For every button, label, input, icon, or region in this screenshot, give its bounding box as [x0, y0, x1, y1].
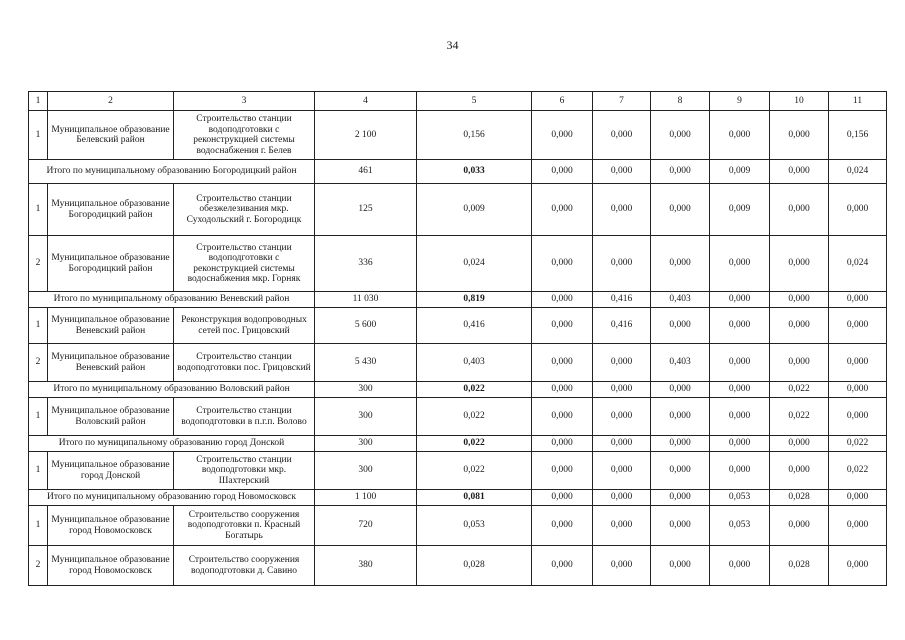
table-row — [29, 308, 887, 344]
value-col10-cell: 0,000 — [770, 184, 829, 236]
project-cell: Строительство станции водоподготовки мкр. Шахтерский — [174, 452, 315, 490]
value-col11-cell: 0,000 — [829, 184, 887, 236]
value-col5-cell: 0,022 — [417, 382, 532, 398]
value-col9-cell: 0,000 — [710, 398, 770, 436]
project-cell: Строительство станции водоподготовки с реконструкцией системы водоснабжения г. Белев — [174, 111, 315, 160]
subtotal-label: Итого по муниципальному образованию город Донской — [29, 436, 315, 452]
project-cell: Строительство станции водоподготовки в п.г.п. Волово — [174, 398, 315, 436]
subtotal-row — [29, 292, 887, 308]
value-col11-cell: 0,000 — [829, 344, 887, 382]
header-row — [29, 92, 887, 111]
value-col10-cell: 0,022 — [770, 382, 829, 398]
value-col5-cell: 0,053 — [417, 506, 532, 546]
value-col7-cell: 0,000 — [593, 111, 651, 160]
value-col5-cell: 0,819 — [417, 292, 532, 308]
subtotal-label: Итого по муниципальному образованию Богородицкий район — [29, 160, 315, 184]
value-col5-cell: 0,022 — [417, 452, 532, 490]
municipality-cell: Муниципальное образование Богородицкий район — [48, 184, 174, 236]
value-col9-cell: 0,000 — [710, 292, 770, 308]
value-col11-cell: 0,022 — [829, 436, 887, 452]
value-col9-cell: 0,053 — [710, 490, 770, 506]
table-row — [29, 111, 887, 160]
value-col8-cell: 0,000 — [651, 308, 710, 344]
municipality-cell: Муниципальное образование Веневский район — [48, 308, 174, 344]
value-col10-cell: 0,000 — [770, 452, 829, 490]
value-col9-cell: 0,009 — [710, 160, 770, 184]
value-col10-cell: 0,000 — [770, 111, 829, 160]
row-number-cell: 2 — [29, 236, 48, 292]
municipality-cell: Муниципальное образование Воловский район — [48, 398, 174, 436]
table-row — [29, 184, 887, 236]
table-row — [29, 398, 887, 436]
header-cell: 11 — [829, 92, 887, 111]
header-cell: 4 — [315, 92, 417, 111]
value-col6-cell: 0,000 — [532, 436, 593, 452]
total-cost-cell: 461 — [315, 160, 417, 184]
value-col6-cell: 0,000 — [532, 308, 593, 344]
value-col5-cell: 0,022 — [417, 398, 532, 436]
value-col7-cell: 0,000 — [593, 236, 651, 292]
project-cell: Строительство станции водоподготовки пос. Грицовский — [174, 344, 315, 382]
total-cost-cell: 300 — [315, 436, 417, 452]
value-col11-cell: 0,000 — [829, 490, 887, 506]
value-col6-cell: 0,000 — [532, 344, 593, 382]
value-col10-cell: 0,000 — [770, 236, 829, 292]
subtotal-row — [29, 382, 887, 398]
value-col8-cell: 0,000 — [651, 490, 710, 506]
row-number-cell: 1 — [29, 308, 48, 344]
total-cost-cell: 125 — [315, 184, 417, 236]
investment-table — [28, 91, 887, 586]
project-cell: Строительство сооружения водоподготовки д. Савино — [174, 546, 315, 586]
value-col8-cell: 0,000 — [651, 398, 710, 436]
row-number-cell: 2 — [29, 344, 48, 382]
value-col6-cell: 0,000 — [532, 292, 593, 308]
value-col7-cell: 0,000 — [593, 506, 651, 546]
value-col11-cell: 0,000 — [829, 398, 887, 436]
total-cost-cell: 720 — [315, 506, 417, 546]
project-cell: Строительство сооружения водоподготовки п. Красный Богатырь — [174, 506, 315, 546]
subtotal-row — [29, 160, 887, 184]
municipality-cell: Муниципальное образование Белевский район — [48, 111, 174, 160]
value-col7-cell: 0,000 — [593, 490, 651, 506]
municipality-cell: Муниципальное образование город Новомосковск — [48, 546, 174, 586]
value-col7-cell: 0,000 — [593, 452, 651, 490]
header-cell: 5 — [417, 92, 532, 111]
value-col8-cell: 0,000 — [651, 160, 710, 184]
value-col6-cell: 0,000 — [532, 490, 593, 506]
total-cost-cell: 380 — [315, 546, 417, 586]
value-col6-cell: 0,000 — [532, 398, 593, 436]
value-col5-cell: 0,403 — [417, 344, 532, 382]
value-col9-cell: 0,000 — [710, 236, 770, 292]
total-cost-cell: 5 600 — [315, 308, 417, 344]
project-cell: Реконструкция водопроводных сетей пос. Грицовский — [174, 308, 315, 344]
header-cell: 3 — [174, 92, 315, 111]
total-cost-cell: 300 — [315, 382, 417, 398]
value-col8-cell: 0,000 — [651, 546, 710, 586]
header-cell: 6 — [532, 92, 593, 111]
value-col6-cell: 0,000 — [532, 506, 593, 546]
value-col6-cell: 0,000 — [532, 111, 593, 160]
subtotal-row — [29, 436, 887, 452]
value-col11-cell: 0,024 — [829, 236, 887, 292]
value-col8-cell: 0,000 — [651, 184, 710, 236]
value-col6-cell: 0,000 — [532, 236, 593, 292]
municipality-cell: Муниципальное образование Веневский район — [48, 344, 174, 382]
project-cell: Строительство станции водоподготовки с реконструкцией системы водоснабжения мкр. Горняк — [174, 236, 315, 292]
value-col8-cell: 0,403 — [651, 344, 710, 382]
total-cost-cell: 300 — [315, 452, 417, 490]
value-col7-cell: 0,000 — [593, 546, 651, 586]
value-col8-cell: 0,000 — [651, 452, 710, 490]
municipality-cell: Муниципальное образование город Донской — [48, 452, 174, 490]
value-col8-cell: 0,000 — [651, 382, 710, 398]
value-col10-cell: 0,000 — [770, 292, 829, 308]
value-col5-cell: 0,416 — [417, 308, 532, 344]
value-col6-cell: 0,000 — [532, 160, 593, 184]
header-cell: 1 — [29, 92, 48, 111]
table-row — [29, 506, 887, 546]
subtotal-row — [29, 490, 887, 506]
project-cell: Строительство станции обезжелезивания мкр. Суходольский г. Богородицк — [174, 184, 315, 236]
row-number-cell: 1 — [29, 184, 48, 236]
header-cell: 8 — [651, 92, 710, 111]
value-col9-cell: 0,009 — [710, 184, 770, 236]
value-col7-cell: 0,416 — [593, 292, 651, 308]
value-col10-cell: 0,000 — [770, 506, 829, 546]
value-col8-cell: 0,000 — [651, 236, 710, 292]
row-number-cell: 1 — [29, 111, 48, 160]
total-cost-cell: 2 100 — [315, 111, 417, 160]
page-number: 34 — [446, 38, 459, 52]
value-col7-cell: 0,416 — [593, 308, 651, 344]
value-col10-cell: 0,028 — [770, 490, 829, 506]
subtotal-label: Итого по муниципальному образованию Воловский район — [29, 382, 315, 398]
value-col10-cell: 0,000 — [770, 436, 829, 452]
value-col9-cell: 0,000 — [710, 344, 770, 382]
total-cost-cell: 11 030 — [315, 292, 417, 308]
table-row — [29, 236, 887, 292]
value-col7-cell: 0,000 — [593, 382, 651, 398]
value-col11-cell: 0,000 — [829, 292, 887, 308]
value-col6-cell: 0,000 — [532, 184, 593, 236]
subtotal-label: Итого по муниципальному образованию город Новомосковск — [29, 490, 315, 506]
header-cell: 7 — [593, 92, 651, 111]
value-col10-cell: 0,000 — [770, 344, 829, 382]
value-col10-cell: 0,022 — [770, 398, 829, 436]
table-row — [29, 452, 887, 490]
value-col8-cell: 0,000 — [651, 111, 710, 160]
value-col10-cell: 0,028 — [770, 546, 829, 586]
value-col7-cell: 0,000 — [593, 160, 651, 184]
value-col6-cell: 0,000 — [532, 452, 593, 490]
value-col11-cell: 0,024 — [829, 160, 887, 184]
row-number-cell: 1 — [29, 452, 48, 490]
value-col6-cell: 0,000 — [532, 382, 593, 398]
value-col9-cell: 0,000 — [710, 452, 770, 490]
total-cost-cell: 300 — [315, 398, 417, 436]
value-col7-cell: 0,000 — [593, 184, 651, 236]
value-col9-cell: 0,000 — [710, 308, 770, 344]
row-number-cell: 1 — [29, 398, 48, 436]
value-col11-cell: 0,156 — [829, 111, 887, 160]
value-col11-cell: 0,000 — [829, 506, 887, 546]
municipality-cell: Муниципальное образование Богородицкий район — [48, 236, 174, 292]
value-col11-cell: 0,000 — [829, 382, 887, 398]
value-col5-cell: 0,156 — [417, 111, 532, 160]
value-col5-cell: 0,024 — [417, 236, 532, 292]
value-col6-cell: 0,000 — [532, 546, 593, 586]
total-cost-cell: 5 430 — [315, 344, 417, 382]
value-col7-cell: 0,000 — [593, 436, 651, 452]
header-cell: 2 — [48, 92, 174, 111]
value-col5-cell: 0,009 — [417, 184, 532, 236]
value-col11-cell: 0,022 — [829, 452, 887, 490]
value-col8-cell: 0,000 — [651, 506, 710, 546]
value-col5-cell: 0,028 — [417, 546, 532, 586]
value-col11-cell: 0,000 — [829, 308, 887, 344]
value-col9-cell: 0,000 — [710, 382, 770, 398]
row-number-cell: 1 — [29, 506, 48, 546]
municipality-cell: Муниципальное образование город Новомосковск — [48, 506, 174, 546]
value-col5-cell: 0,022 — [417, 436, 532, 452]
table-row — [29, 546, 887, 586]
table-row — [29, 344, 887, 382]
total-cost-cell: 1 100 — [315, 490, 417, 506]
value-col8-cell: 0,000 — [651, 436, 710, 452]
value-col9-cell: 0,000 — [710, 436, 770, 452]
value-col11-cell: 0,000 — [829, 546, 887, 586]
value-col9-cell: 0,000 — [710, 546, 770, 586]
value-col10-cell: 0,000 — [770, 308, 829, 344]
table-body — [29, 92, 887, 586]
value-col9-cell: 0,053 — [710, 506, 770, 546]
value-col5-cell: 0,081 — [417, 490, 532, 506]
value-col7-cell: 0,000 — [593, 398, 651, 436]
value-col10-cell: 0,000 — [770, 160, 829, 184]
header-cell: 9 — [710, 92, 770, 111]
header-cell: 10 — [770, 92, 829, 111]
subtotal-label: Итого по муниципальному образованию Веневский район — [29, 292, 315, 308]
value-col9-cell: 0,000 — [710, 111, 770, 160]
value-col5-cell: 0,033 — [417, 160, 532, 184]
value-col8-cell: 0,403 — [651, 292, 710, 308]
total-cost-cell: 336 — [315, 236, 417, 292]
value-col7-cell: 0,000 — [593, 344, 651, 382]
row-number-cell: 2 — [29, 546, 48, 586]
